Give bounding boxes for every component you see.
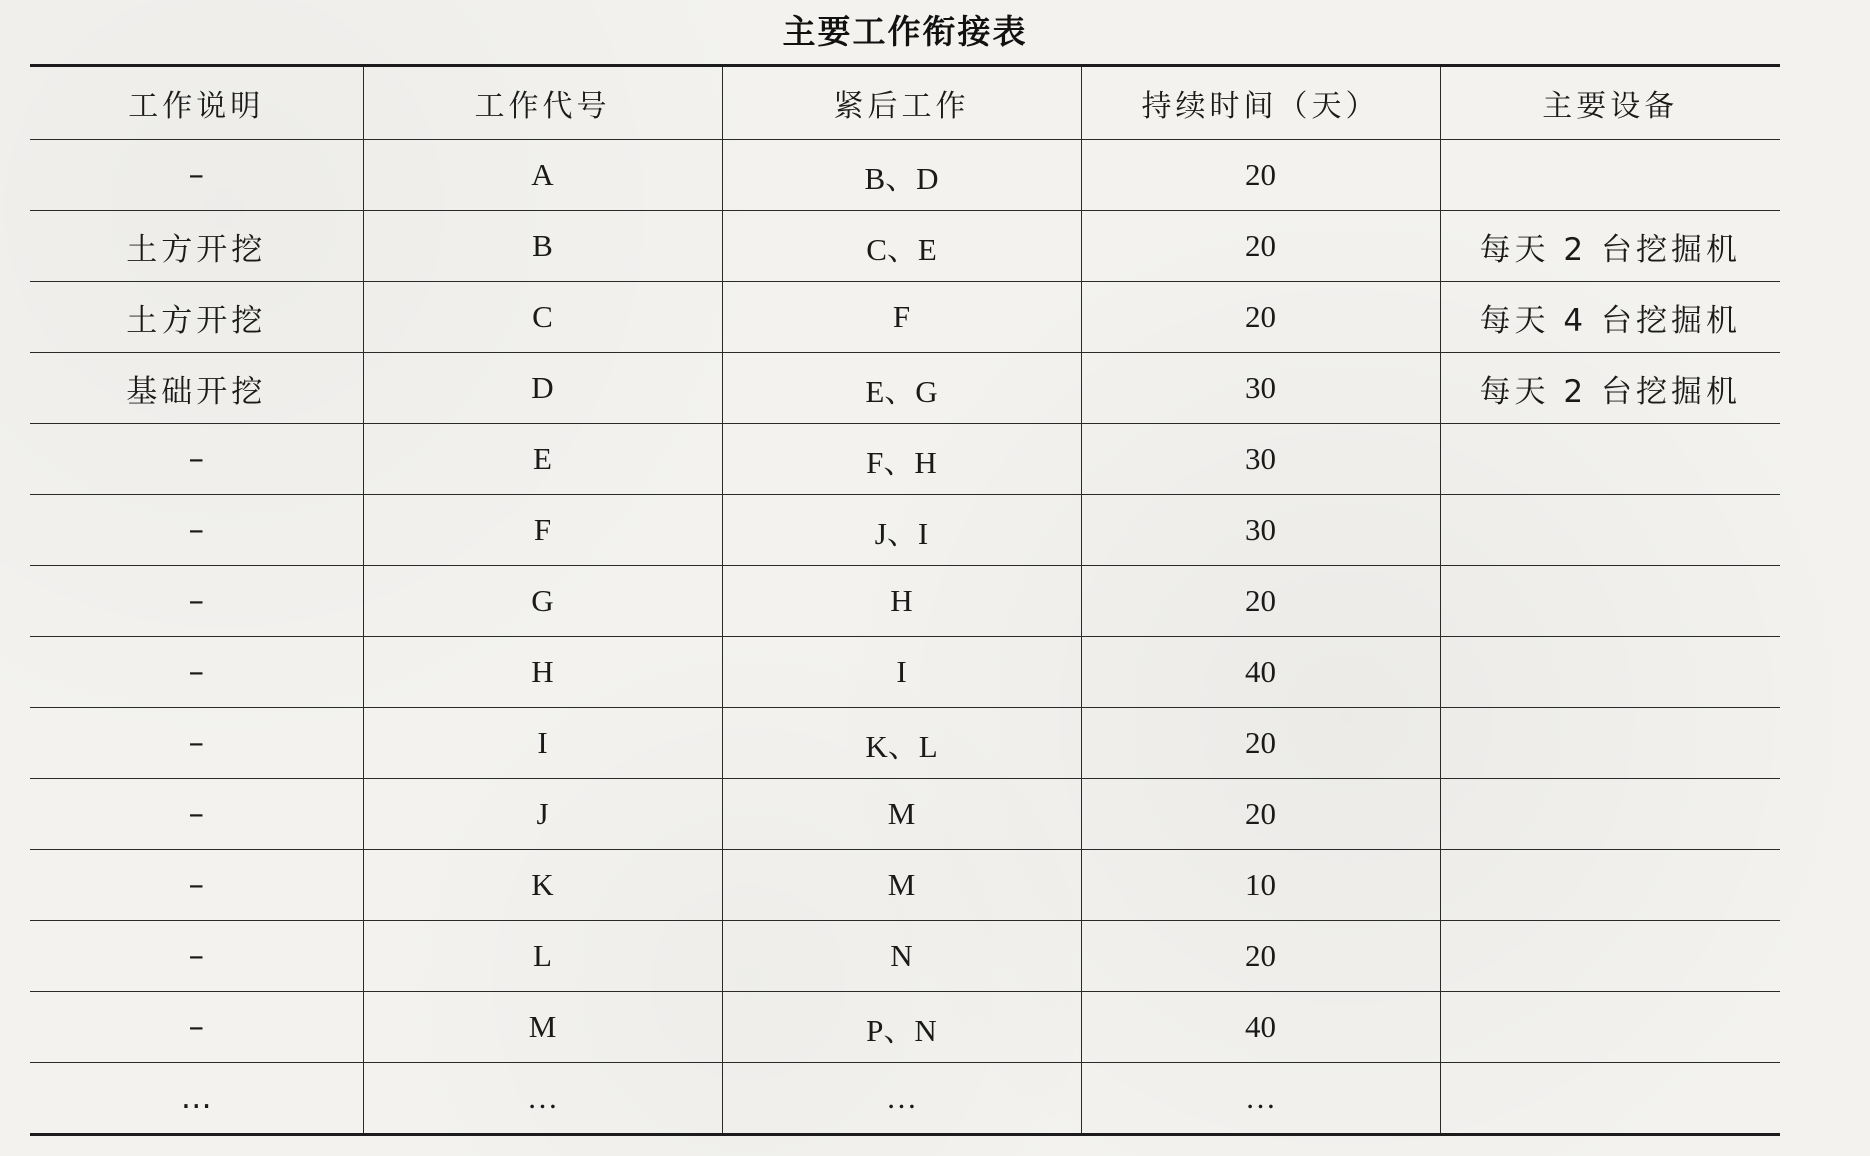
table-row	[30, 1063, 1780, 1135]
cell-equipment: 每天 2 台挖掘机	[1440, 353, 1780, 424]
cell-successors: F	[722, 282, 1081, 353]
cell-equipment	[1440, 921, 1780, 992]
cell-equipment	[1440, 779, 1780, 850]
cell-equipment	[1440, 424, 1780, 495]
cell-code: B	[363, 211, 722, 282]
cell-equipment	[1440, 992, 1780, 1063]
cell-duration: 20	[1081, 140, 1440, 211]
cell-description: –	[30, 140, 363, 211]
cell-equipment	[1440, 566, 1780, 637]
cell-equipment: 每天 2 台挖掘机	[1440, 211, 1780, 282]
cell-description: –	[30, 921, 363, 992]
cell-duration: 30	[1081, 424, 1440, 495]
cell-code: A	[363, 140, 722, 211]
cell-successors: …	[722, 1063, 1081, 1135]
cell-duration: 40	[1081, 637, 1440, 708]
header-code: 工作代号	[363, 66, 722, 140]
cell-duration: 20	[1081, 708, 1440, 779]
cell-description: 土方开挖	[30, 211, 363, 282]
header-successors: 紧后工作	[722, 66, 1081, 140]
cell-code: M	[363, 992, 722, 1063]
cell-code: G	[363, 566, 722, 637]
cell-code: E	[363, 424, 722, 495]
cell-successors: J、I	[722, 495, 1081, 566]
cell-duration: 20	[1081, 282, 1440, 353]
cell-code: D	[363, 353, 722, 424]
cell-successors: P、N	[722, 992, 1081, 1063]
table-row	[30, 779, 1780, 850]
cell-description: –	[30, 566, 363, 637]
cell-code: K	[363, 850, 722, 921]
table-row	[30, 211, 1780, 282]
cell-duration: 20	[1081, 921, 1440, 992]
cell-code: J	[363, 779, 722, 850]
table-row	[30, 921, 1780, 992]
cell-description: –	[30, 850, 363, 921]
cell-duration: 20	[1081, 566, 1440, 637]
cell-equipment: 每天 4 台挖掘机	[1440, 282, 1780, 353]
table-row	[30, 495, 1780, 566]
cell-equipment	[1440, 850, 1780, 921]
table-header-row	[30, 66, 1780, 140]
table-row	[30, 992, 1780, 1063]
cell-equipment	[1440, 637, 1780, 708]
cell-duration: 20	[1081, 211, 1440, 282]
cell-description: –	[30, 708, 363, 779]
cell-successors: M	[722, 850, 1081, 921]
cell-duration: 10	[1081, 850, 1440, 921]
cell-successors: I	[722, 637, 1081, 708]
header-description: 工作说明	[30, 66, 363, 140]
cell-description: 基础开挖	[30, 353, 363, 424]
cell-code: I	[363, 708, 722, 779]
table-title: 主要工作衔接表	[782, 12, 1028, 51]
cell-duration: 40	[1081, 992, 1440, 1063]
cell-equipment	[1440, 708, 1780, 779]
table-row	[30, 850, 1780, 921]
cell-duration: 20	[1081, 779, 1440, 850]
table-row	[30, 637, 1780, 708]
cell-description: –	[30, 495, 363, 566]
header-duration: 持续时间（天）	[1081, 66, 1440, 140]
table-row	[30, 424, 1780, 495]
cell-equipment	[1440, 495, 1780, 566]
cell-code: H	[363, 637, 722, 708]
cell-code: C	[363, 282, 722, 353]
cell-code: L	[363, 921, 722, 992]
cell-description: 土方开挖	[30, 282, 363, 353]
cell-equipment	[1440, 1063, 1780, 1135]
cell-successors: C、E	[722, 211, 1081, 282]
cell-equipment	[1440, 140, 1780, 211]
table-row	[30, 140, 1780, 211]
cell-description: –	[30, 992, 363, 1063]
table-row	[30, 566, 1780, 637]
cell-description: –	[30, 424, 363, 495]
cell-successors: B、D	[722, 140, 1081, 211]
cell-successors: M	[722, 779, 1081, 850]
cell-successors: H	[722, 566, 1081, 637]
cell-description: …	[30, 1063, 363, 1135]
cell-duration: 30	[1081, 353, 1440, 424]
table-body	[30, 140, 1780, 1135]
cell-description: –	[30, 779, 363, 850]
cell-duration: …	[1081, 1063, 1440, 1135]
cell-code: …	[363, 1063, 722, 1135]
table-row	[30, 353, 1780, 424]
cell-duration: 30	[1081, 495, 1440, 566]
work-sequence-table	[30, 64, 1780, 1136]
cell-description: –	[30, 637, 363, 708]
cell-successors: K、L	[722, 708, 1081, 779]
table-row	[30, 282, 1780, 353]
cell-successors: E、G	[722, 353, 1081, 424]
table-row	[30, 708, 1780, 779]
cell-successors: N	[722, 921, 1081, 992]
header-equipment: 主要设备	[1440, 66, 1780, 140]
cell-successors: F、H	[722, 424, 1081, 495]
cell-code: F	[363, 495, 722, 566]
